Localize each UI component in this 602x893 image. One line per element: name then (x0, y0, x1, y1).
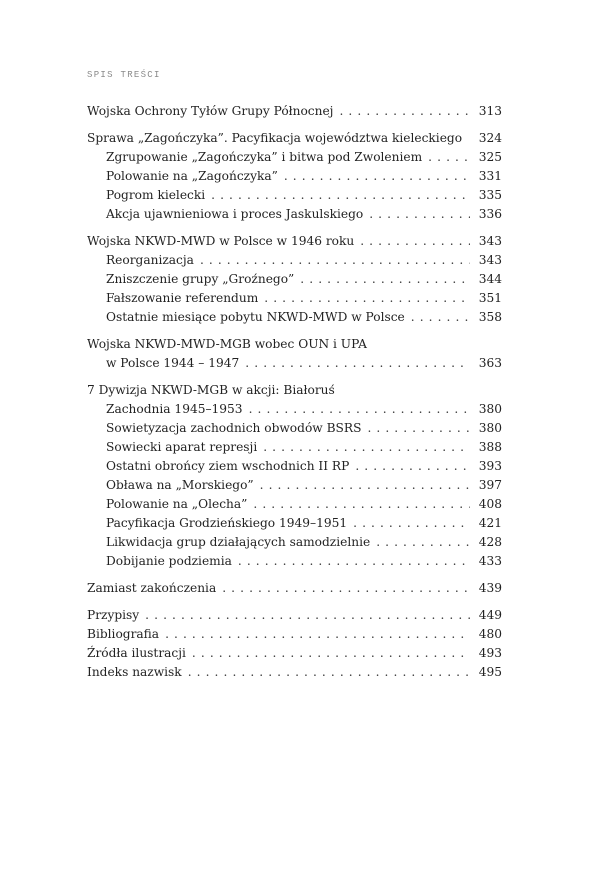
toc-subentry[interactable] (87, 251, 502, 270)
dot-leader (165, 625, 470, 644)
page-number: 449 (478, 608, 502, 622)
entry-title: Fałszowanie referendum (106, 291, 259, 305)
dot-leader (300, 270, 470, 289)
dot-leader (238, 552, 470, 571)
toc-entry[interactable] (87, 129, 502, 148)
page-number: 344 (478, 272, 502, 286)
toc-entry[interactable] (87, 644, 502, 663)
toc-subentry[interactable] (87, 148, 502, 167)
page-number: 388 (478, 440, 502, 454)
toc-entry[interactable] (87, 232, 502, 251)
entry-title: Bibliografia (87, 627, 160, 641)
dot-leader (411, 308, 470, 327)
toc-subentry[interactable] (87, 514, 502, 533)
page-number: 495 (478, 665, 502, 679)
toc-subentry[interactable] (87, 552, 502, 571)
entry-title: Zachodnia 1945–1953 (106, 402, 243, 416)
entry-title: Pogrom kielecki (106, 188, 206, 202)
toc-subentry[interactable] (87, 438, 502, 457)
toc-subentry[interactable] (87, 186, 502, 205)
page-number: 421 (478, 516, 502, 530)
entry-title: Likwidacja grup działających samodzielnie (106, 535, 371, 549)
page-number: 439 (478, 581, 502, 595)
dot-leader (367, 419, 470, 438)
dot-leader (192, 644, 470, 663)
page-number: 358 (478, 310, 502, 324)
toc-group (87, 579, 502, 598)
dot-leader (253, 495, 470, 514)
page-number: 325 (478, 150, 502, 164)
page-number: 428 (478, 535, 502, 549)
dot-leader (260, 476, 470, 495)
dot-leader (222, 579, 470, 598)
toc-subentry[interactable] (87, 289, 502, 308)
entry-title: 7 Dywizja NKWD-MGB w akcji: Białoruś (87, 383, 335, 397)
toc-subentry[interactable] (87, 495, 502, 514)
entry-title: Sowiecki aparat represji (106, 440, 258, 454)
entry-title: Indeks nazwisk (87, 665, 182, 679)
dot-leader (249, 400, 470, 419)
entry-title: Zniszczenie grupy „Groźnego” (106, 272, 295, 286)
dot-leader (284, 167, 470, 186)
entry-title: Wojska NKWD-MWD-MGB wobec OUN i UPA (87, 337, 367, 351)
entry-title: Sprawa „Zagończyka”. Pacyfikacja województwa kieleckiego (87, 131, 463, 145)
entry-title: Polowanie na „Zagończyka” (106, 169, 278, 183)
dot-leader (188, 663, 470, 682)
entry-title: Przypisy (87, 608, 140, 622)
page-number: 480 (478, 627, 502, 641)
dot-leader (245, 354, 470, 373)
entry-title: Reorganizacja (106, 253, 194, 267)
entry-title: Wojska Ochrony Tyłów Grupy Północnej (87, 104, 334, 118)
toc-group (87, 232, 502, 327)
page-number: 408 (478, 497, 502, 511)
entry-title: Dobijanie podziemia (106, 554, 232, 568)
page-number: 331 (478, 169, 502, 183)
entry-title: w Polsce 1944 – 1947 (106, 356, 240, 370)
page-number: 335 (478, 188, 502, 202)
entry-title: Obława na „Morskiego” (106, 478, 254, 492)
dot-leader (145, 606, 470, 625)
page-number: 493 (478, 646, 502, 660)
entry-title: Pacyfikacja Grodzieńskiego 1949–1951 (106, 516, 348, 530)
toc-entry[interactable] (87, 625, 502, 644)
toc-entry[interactable] (87, 606, 502, 625)
table-of-contents (87, 102, 502, 690)
toc-subentry[interactable] (87, 167, 502, 186)
page-number: 336 (478, 207, 502, 221)
dot-leader (339, 102, 470, 121)
toc-subentry[interactable] (87, 308, 502, 327)
page-number: 351 (478, 291, 502, 305)
toc-subentry[interactable] (87, 476, 502, 495)
dot-leader (211, 186, 470, 205)
entry-title: Sowietyzacja zachodnich obwodów BSRS (106, 421, 362, 435)
dot-leader (355, 457, 470, 476)
page-number: 397 (478, 478, 502, 492)
dot-leader (369, 205, 470, 224)
dot-leader (264, 289, 470, 308)
toc-entry[interactable] (87, 381, 502, 400)
page-number: 313 (478, 104, 502, 118)
entry-title: Akcja ujawnieniowa i proces Jaskulskiego (106, 207, 364, 221)
toc-entry[interactable] (87, 579, 502, 598)
toc-subentry[interactable] (87, 533, 502, 552)
dot-leader (200, 251, 470, 270)
toc-group (87, 606, 502, 682)
toc-entry[interactable] (87, 663, 502, 682)
toc-subentry[interactable] (87, 270, 502, 289)
entry-title: Ostatnie miesiące pobytu NKWD-MWD w Polsce (106, 310, 405, 324)
dot-leader (353, 514, 470, 533)
toc-subentry[interactable] (87, 354, 502, 373)
running-head: SPIS TREŚCI (87, 70, 161, 80)
entry-title: Źródła ilustracji (87, 646, 186, 660)
toc-subentry[interactable] (87, 205, 502, 224)
toc-subentry[interactable] (87, 457, 502, 476)
toc-group (87, 335, 502, 373)
toc-entry[interactable] (87, 102, 502, 121)
page-number: 343 (478, 234, 502, 248)
toc-group (87, 381, 502, 571)
page-number: 393 (478, 459, 502, 473)
page-number: 343 (478, 253, 502, 267)
page-number: 363 (478, 356, 502, 370)
dot-leader (263, 438, 470, 457)
dot-leader (428, 148, 470, 167)
entry-title: Zamiast zakończenia (87, 581, 217, 595)
entry-title: Wojska NKWD-MWD w Polsce w 1946 roku (87, 234, 355, 248)
dot-leader (376, 533, 470, 552)
toc-group (87, 129, 502, 224)
toc-subentry[interactable] (87, 400, 502, 419)
page-number: 324 (478, 131, 502, 145)
toc-group (87, 102, 502, 121)
page-number: 380 (478, 421, 502, 435)
entry-title: Polowanie na „Olecha” (106, 497, 248, 511)
dot-leader (360, 232, 470, 251)
page-number: 380 (478, 402, 502, 416)
toc-entry[interactable] (87, 335, 502, 354)
entry-title: Ostatni obrońcy ziem wschodnich II RP (106, 459, 350, 473)
page-number: 433 (478, 554, 502, 568)
toc-subentry[interactable] (87, 419, 502, 438)
entry-title: Zgrupowanie „Zagończyka” i bitwa pod Zwoleniem (106, 150, 423, 164)
